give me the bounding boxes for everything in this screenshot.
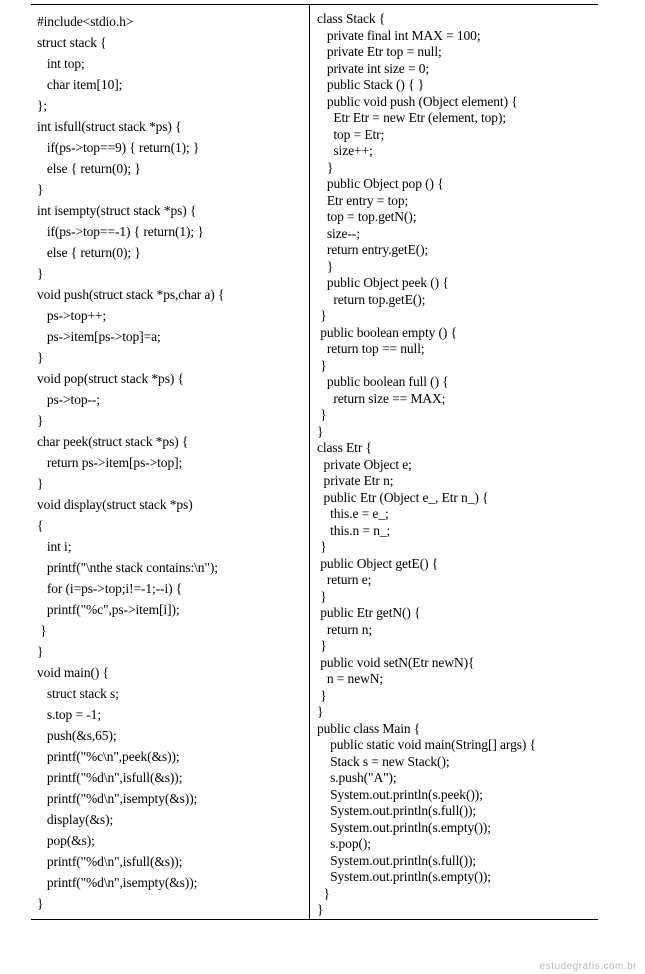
table-bottom-rule xyxy=(31,919,598,920)
java-code-line: s.push("A"); xyxy=(317,770,397,785)
c-code-line: } xyxy=(37,896,44,911)
c-code-line: pop(&s); xyxy=(37,833,95,848)
java-code-line: return top.getE(); xyxy=(317,291,426,307)
c-code-line: ps->top--; xyxy=(37,392,100,407)
java-code-line: n = newN; xyxy=(317,671,384,686)
c-code-line: else { return(0); } xyxy=(37,245,141,260)
c-code-line: printf("%d\n",isempty(&s)); xyxy=(37,791,198,806)
java-code-line: public Object peek () { xyxy=(317,275,449,290)
c-code-line: int top; xyxy=(37,56,85,71)
java-code-line: private int size = 0; xyxy=(317,60,430,76)
c-code-line: void display(struct stack *ps) xyxy=(37,497,193,512)
c-code-line: } xyxy=(37,413,44,428)
java-code-line: } xyxy=(317,423,324,439)
java-code-line: } xyxy=(317,902,324,917)
java-code-line: top = Etr; xyxy=(317,126,385,142)
c-code-line: } xyxy=(37,644,44,659)
c-code-line: ps->top++; xyxy=(37,308,107,323)
java-code-line: } xyxy=(317,704,324,719)
java-code-line: } xyxy=(317,687,327,703)
column-divider xyxy=(309,4,310,920)
c-code-line: display(&s); xyxy=(37,812,114,827)
java-code-line: } xyxy=(317,588,327,604)
java-code-line: return top == null; xyxy=(317,341,425,356)
java-code-line: this.e = e_; xyxy=(317,506,389,521)
java-code-line: } xyxy=(317,638,327,653)
java-code-line: return n; xyxy=(317,621,373,637)
java-code-line: private final int MAX = 100; xyxy=(317,27,481,43)
java-code-line: private Etr top = null; xyxy=(317,44,442,59)
c-code-line: } xyxy=(37,182,44,197)
java-code-column xyxy=(317,11,597,919)
c-code-line: } xyxy=(37,350,44,365)
java-code-line: public Object pop () { xyxy=(317,176,444,191)
java-code-line: } xyxy=(317,159,334,175)
c-code-line: if(ps->top==-1) { return(1); } xyxy=(37,224,204,239)
java-code-line: this.n = n_; xyxy=(317,522,391,538)
c-code-line: else { return(0); } xyxy=(37,161,141,176)
java-code-line: System.out.println(s.full()); xyxy=(317,852,477,868)
java-code-line: public Etr (Object e_, Etr n_) { xyxy=(317,489,489,505)
java-code-line: System.out.println(s.empty()); xyxy=(317,869,491,884)
c-code-line: } xyxy=(37,476,44,491)
java-code-line: System.out.println(s.peek()); xyxy=(317,786,483,802)
c-code-line: struct stack s; xyxy=(37,686,119,701)
c-code-line: if(ps->top==9) { return(1); } xyxy=(37,140,200,155)
c-code-line: #include<stdio.h> xyxy=(37,14,134,29)
java-code-line: } xyxy=(317,258,334,274)
java-code-line: class Etr { xyxy=(317,440,372,455)
c-code-line: int i; xyxy=(37,539,72,554)
java-code-line: class Stack { xyxy=(317,11,386,26)
watermark: estudegratis.com.br xyxy=(539,961,637,972)
c-code-line: } xyxy=(37,266,44,281)
code-comparison-table xyxy=(31,4,598,919)
c-code-line: printf("\nthe stack contains:\n"); xyxy=(37,560,218,575)
java-code-line: } xyxy=(317,308,327,323)
c-code-line: printf("%d\n",isfull(&s)); xyxy=(37,770,183,785)
java-code-line: s.pop(); xyxy=(317,836,371,851)
java-code-line: public void push (Object element) { xyxy=(317,93,518,109)
c-code-line: for (i=ps->top;i!=-1;--i) { xyxy=(37,581,183,596)
java-code-line: System.out.println(s.empty()); xyxy=(317,819,491,835)
java-code-line: size--; xyxy=(317,225,360,241)
java-code-line: public Etr getN() { xyxy=(317,605,421,620)
c-code-line: printf("%d\n",isempty(&s)); xyxy=(37,875,198,890)
java-code-line: public boolean empty () { xyxy=(317,324,457,340)
java-code-line: public Object getE() { xyxy=(317,555,439,571)
c-code-line: push(&s,65); xyxy=(37,728,117,743)
java-code-line: return entry.getE(); xyxy=(317,242,429,257)
java-code-line: public Stack () { } xyxy=(317,77,425,92)
c-code-line: s.top = -1; xyxy=(37,707,101,722)
c-code-line: printf("%c",ps->item[i]); xyxy=(37,602,180,617)
c-code-line: char peek(struct stack *ps) { xyxy=(37,434,189,449)
c-code-line: printf("%d\n",isfull(&s)); xyxy=(37,854,183,869)
java-code-line: Etr entry = top; xyxy=(317,192,409,208)
c-code-line: ps->item[ps->top]=a; xyxy=(37,329,161,344)
c-code-line: { xyxy=(37,518,44,533)
java-code-line: return size == MAX; xyxy=(317,390,446,406)
java-code-line: Stack s = new Stack(); xyxy=(317,753,450,769)
java-code-line: size++; xyxy=(317,143,373,158)
c-code-column xyxy=(37,11,305,914)
java-code-line: } xyxy=(317,885,330,901)
c-code-line: } xyxy=(37,623,47,638)
java-code-line: public static void main(String[] args) { xyxy=(317,737,536,752)
java-code-line: private Etr n; xyxy=(317,473,394,488)
java-code-line: top = top.getN(); xyxy=(317,209,417,224)
java-code-line: } xyxy=(317,357,327,373)
c-code-line: }; xyxy=(37,98,48,113)
c-code-line: printf("%c\n",peek(&s)); xyxy=(37,749,180,764)
c-code-line: void main() { xyxy=(37,665,109,680)
c-code-line: int isempty(struct stack *ps) { xyxy=(37,203,197,218)
java-code-line: System.out.println(s.full()); xyxy=(317,803,477,818)
c-code-line: void pop(struct stack *ps) { xyxy=(37,371,184,386)
java-code-line: return e; xyxy=(317,572,372,587)
c-code-line: int isfull(struct stack *ps) { xyxy=(37,119,182,134)
java-code-line: Etr Etr = new Etr (element, top); xyxy=(317,110,507,125)
c-code-line: void push(struct stack *ps,char a) { xyxy=(37,287,225,302)
java-code-line: public class Main { xyxy=(317,720,421,736)
c-code-line: struct stack { xyxy=(37,35,107,50)
java-code-line: public boolean full () { xyxy=(317,374,449,389)
c-code-line: return ps->item[ps->top]; xyxy=(37,455,183,470)
java-code-line: } xyxy=(317,539,327,554)
java-code-line: private Object e; xyxy=(317,456,412,472)
table-top-rule xyxy=(31,4,598,5)
java-code-line: public void setN(Etr newN){ xyxy=(317,654,475,670)
c-code-line: char item[10]; xyxy=(37,77,123,92)
java-code-line: } xyxy=(317,407,327,422)
